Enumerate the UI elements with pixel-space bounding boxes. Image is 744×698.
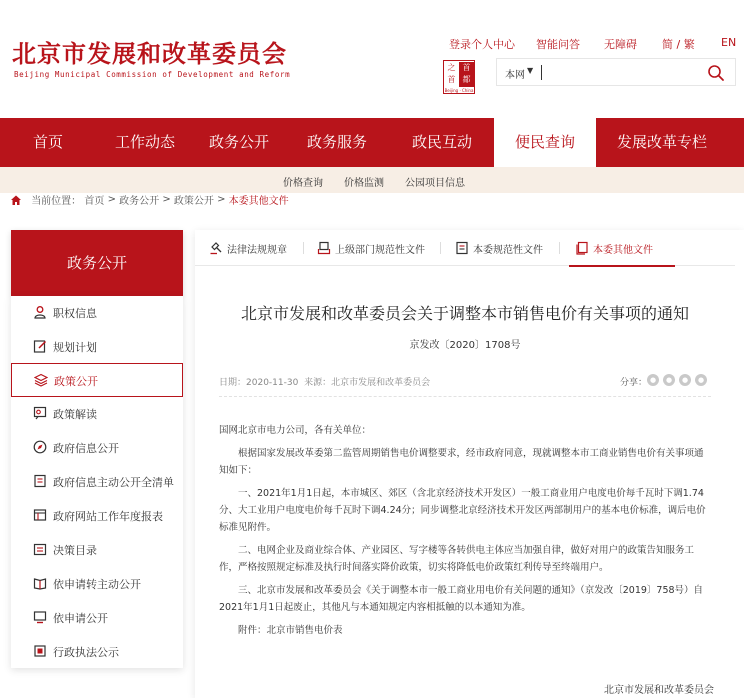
search-caret-bar: [541, 65, 542, 80]
breadcrumb-policy[interactable]: 政策公开: [173, 196, 214, 207]
nav-item-gov-affairs[interactable]: 政务公开: [208, 133, 269, 151]
sub-nav: [0, 167, 744, 193]
chevron-down-icon[interactable]: ▼: [527, 66, 534, 75]
site-logo-subtitle: Beijing Municipal Commission of Development and Reform: [14, 70, 291, 79]
tab-label: 本委规范性文件: [473, 245, 543, 256]
edit-doc-icon: [33, 339, 47, 353]
sidebar-item-label: 政府信息公开: [53, 442, 119, 455]
tab-divider: [303, 242, 304, 254]
sidebar-item-label: 政策解读: [53, 408, 97, 421]
seal-glyph-left: 之首: [447, 63, 456, 84]
subnav-price-query[interactable]: 价格查询: [283, 178, 323, 189]
smart-qa-link[interactable]: 智能问答: [536, 38, 580, 51]
folder-list-icon: [33, 542, 47, 556]
share-label: 分享：: [620, 378, 648, 388]
tab-label: 上级部门规范性文件: [335, 245, 425, 256]
tab-laws[interactable]: [209, 230, 301, 266]
paragraph: 一、2021年1月1日起，本市城区、郊区（含北京经济技术开发区）一般工商业用户电度电价每千瓦时下调1.74分、大工业用户电度电价每千瓦时下调4.24分；同步调整北京经济技术开发区两部制用户的基本电价标准，调后电价标准见附件。: [219, 488, 706, 533]
sidebar-item-annual-report[interactable]: [11, 499, 183, 533]
breadcrumb-home[interactable]: 首页: [84, 196, 105, 207]
breadcrumb-gov-affairs[interactable]: 政务公开: [119, 196, 160, 207]
source-label: 来源：: [304, 378, 332, 388]
article-title: 北京市发展和改革委员会关于调整本市销售电价有关事项的通知: [240, 304, 689, 323]
breadcrumb: [10, 192, 289, 206]
seal-caption: Beijing · China: [444, 88, 474, 93]
policy-tabs: [195, 230, 735, 266]
article-panel: [195, 230, 744, 698]
sidebar-item-authority-info[interactable]: [11, 296, 183, 330]
book-icon: [33, 576, 47, 590]
sidebar-title: 政务公开: [11, 230, 183, 296]
share-qq-icon[interactable]: ●: [679, 374, 691, 386]
person-chat-icon: [33, 406, 47, 420]
tab-label: 法律法规规章: [227, 245, 287, 256]
sidebar-item-label: 职权信息: [53, 307, 97, 320]
sidebar-item-decision-catalog[interactable]: [11, 533, 183, 567]
nav-item-reform-column[interactable]: 发展改革专栏: [616, 133, 707, 151]
top-links: [0, 36, 744, 50]
home-icon: [10, 194, 22, 206]
main-nav: [0, 118, 744, 167]
share-wechat-icon[interactable]: ●: [663, 374, 675, 386]
paragraph: 二、电网企业及商业综合体、产业园区、写字楼等各转供电主体应当加强自律，做好对用户的政策告知服务工作，严格按照规定标准及执行时间落实降价政策，切实将降低电价政策红利传导至终端用户。: [219, 545, 695, 573]
sidebar-menu: [11, 296, 183, 668]
sidebar-item-policy-open[interactable]: [11, 363, 183, 397]
sidebar-item-label: 政府网站工作年度报表: [53, 510, 163, 523]
search-input[interactable]: [545, 63, 695, 82]
sidebar-item-label: 行政执法公示: [53, 646, 119, 659]
sidebar-item-full-list[interactable]: [11, 465, 183, 499]
share-print-icon[interactable]: ●: [695, 374, 707, 386]
tray-doc-icon: [317, 241, 331, 255]
capital-seal-logo: [443, 60, 475, 94]
nav-item-public-query[interactable]: 便民查询: [494, 118, 596, 167]
nav-item-work-news[interactable]: 工作动态: [114, 133, 175, 151]
paragraph: 三、北京市发展和改革委员会《关于调整本市一般工商业用电价有关问题的通知》（京发改〔2019〕758号）自2021年1月1日起废止，其他凡与本通知规定内容相抵触的以本通知为准。: [219, 585, 704, 613]
sidebar-item-apply-to-active[interactable]: [11, 567, 183, 601]
site-logo-title[interactable]: 北京市发展和改革委员会: [12, 40, 287, 68]
tab-own-normative-docs[interactable]: [455, 230, 547, 266]
login-link[interactable]: 登录个人中心: [449, 38, 515, 51]
monitor-icon: [33, 610, 47, 624]
tab-other-docs[interactable]: [575, 230, 665, 266]
article-source: 北京市发展和改革委员会: [331, 378, 431, 388]
site-header: [0, 0, 744, 118]
nav-item-gov-services[interactable]: 政务服务: [306, 133, 367, 151]
tab-superior-docs[interactable]: [317, 230, 429, 266]
breadcrumb-sep: >: [162, 194, 171, 205]
tab-divider: [559, 242, 560, 254]
article-meta: [219, 375, 430, 388]
subnav-price-monitor[interactable]: 价格监测: [344, 178, 384, 189]
accessibility-link[interactable]: 无障碍: [604, 38, 637, 51]
english-link[interactable]: EN: [721, 36, 737, 49]
breadcrumb-sep: >: [217, 194, 226, 205]
stamp-icon: [33, 644, 47, 658]
sidebar-item-apply-open[interactable]: [11, 601, 183, 635]
date-label: 日期：: [219, 378, 247, 388]
report-icon: [33, 508, 47, 522]
compass-icon: [33, 440, 47, 454]
docs-stack-icon: [575, 241, 589, 255]
article-body: [219, 422, 711, 645]
share-weibo-icon[interactable]: ●: [647, 374, 659, 386]
publish-date: 2020-11-30: [246, 378, 299, 388]
sidebar-item-label: 依申请转主动公开: [53, 578, 141, 591]
document-number: 京发改〔2020〕1708号: [409, 340, 521, 351]
sidebar-item-policy-interpretation[interactable]: [11, 397, 183, 431]
search-icon[interactable]: [707, 64, 725, 82]
sidebar-item-label: 决策目录: [53, 544, 97, 557]
sidebar-item-planning[interactable]: [11, 330, 183, 364]
attachment-link[interactable]: 附件：北京市销售电价表: [238, 625, 343, 636]
seal-glyph-right: 首都: [459, 62, 474, 87]
tab-divider: [440, 242, 441, 254]
layers-icon: [34, 373, 48, 387]
search-box: [496, 58, 736, 86]
subnav-park-projects[interactable]: 公园项目信息: [405, 178, 465, 189]
lang-switch-link[interactable]: 简 / 繁: [662, 38, 695, 51]
sidebar-item-label: 政策公开: [54, 375, 98, 388]
sidebar-item-label: 规划计划: [53, 341, 97, 354]
breadcrumb-prefix: 当前位置：: [31, 196, 82, 207]
signature: 北京市发展和改革委员会: [604, 685, 714, 696]
salutation: 国网北京市电力公司，各有关单位：: [219, 425, 372, 436]
breadcrumb-sep: >: [107, 194, 116, 205]
doc-lines-icon: [455, 241, 469, 255]
user-badge-icon: [33, 305, 47, 319]
gavel-icon: [209, 241, 223, 255]
nav-item-interaction[interactable]: 政民互动: [411, 133, 472, 151]
list-doc-icon: [33, 474, 47, 488]
paragraph: 根据国家发展改革委第二监管周期销售电价调整要求，经市政府同意，现就调整本市工商业销售电价有关事项通知如下：: [219, 448, 704, 476]
sidebar-item-enforcement[interactable]: [11, 635, 183, 669]
nav-item-home[interactable]: 首页: [32, 133, 63, 151]
sidebar-item-gov-info-open[interactable]: [11, 431, 183, 465]
tab-label: 本委其他文件: [593, 245, 653, 256]
sidebar-item-label: 政府信息主动公开全清单: [53, 476, 174, 489]
breadcrumb-current[interactable]: 本委其他文件: [228, 196, 289, 207]
search-scope-select[interactable]: 本网: [505, 70, 525, 81]
sidebar-item-label: 依申请公开: [53, 612, 108, 625]
meta-divider: [219, 396, 711, 397]
